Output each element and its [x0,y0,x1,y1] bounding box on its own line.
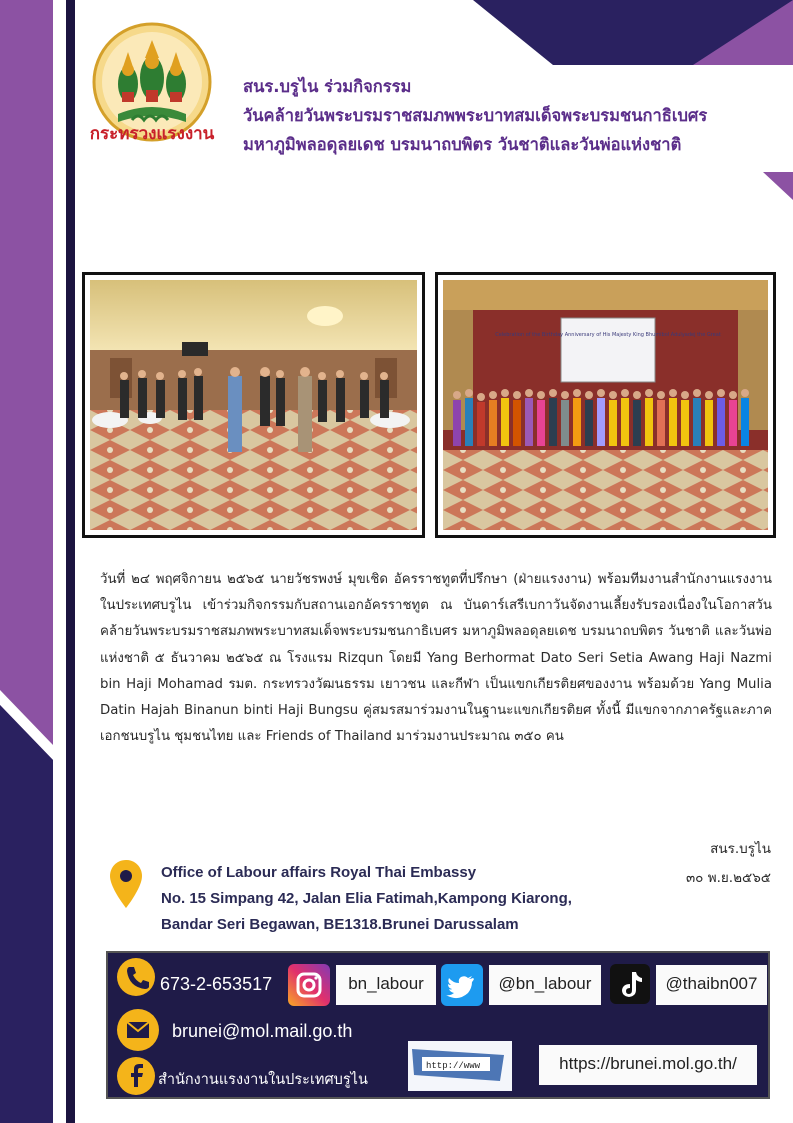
news-paragraph [100,567,772,750]
ministry-logo [88,22,216,170]
title-line-3: มหาภูมิพลอดุลยเดช บรมนาถบพิตร วันชาติและวันพ่อแห่งชาติ [243,135,682,154]
www-badge-text: http://www [426,1061,481,1071]
signature-org: สนร.บรูไน [710,841,771,857]
contact-panel [106,951,770,1099]
tiktok-handle[interactable]: @thaibn007 [656,965,767,1005]
instagram-handle[interactable]: bn_labour [336,965,436,1005]
page-title [243,72,788,159]
email-address[interactable]: brunei@mol.mail.go.th [172,1021,353,1041]
tiktok-icon[interactable] [610,964,650,1004]
body-paragraph: วันที่ ๒๔ พฤศจิกายน ๒๕๖๕ นายวัชรพงษ์ มุขเชิด อัครราชทูตที่ปรึกษา (ฝ่ายแรงงาน) พร้อมทีมงานสำนักงานแรงงานในประเทศบรูไน เข้าร่วมกิจกรรมกับสถานเอกอัครราชทูต ณ บันดาร์เสรีเบกาวันจัดงานเลี้ยงรับรองเนื่องในโอกาสวันคล้ายวันพระบรมราชสมภพพระบาทสมเด็จพระบรมชนกาธิเบศร มหาภูมิพลอดุลยเดช บรมนาถบพิตร วันชาติ และวันพ่อแห่งชาติ ๕ ธันวาคม ๒๕๖๕ ณ โรงแรม Rizqun โดยมี Yang Berhormat Dato Seri Setia Awang Haji Nazmi bin Haji Mohamad รมต. กระทรวงวัฒนธรรม เยาวชน และกีฬา เป็นแขกเกียรติยศของงาน พร้อมด้วย Yang Mulia Datin Hajah Binanun binti Haji Bungsu คู่สมรสมาร่วมงานในฐานะแขกเกียรติยศ ทั้งนี้ มีแขกจากภาครัฐและภาคเอกชนบรูไน ชุมชนไทย และ Friends of Thailand มาร่วมงานประมาณ ๓๕๐ คน [100,572,772,745]
location-pin-icon [108,858,144,910]
instagram-icon[interactable] [288,964,330,1006]
logo-caption: กระทรวงแรงงาน [89,124,215,144]
facebook-page-name[interactable]: สำนักงานแรงงานในประเทศบรูไน [158,1072,368,1088]
twitter-handle[interactable]: @bn_labour [489,965,601,1005]
ballroom-photo-image [90,280,417,530]
website-badge [408,1041,512,1091]
diagonal-stripe-decor [0,0,53,1123]
address-line-2: No. 15 Simpang 42, Jalan Elia Fatimah,Kampong Kiarong, [161,890,572,907]
left-decor-band [0,0,53,1123]
group-photo-image [443,280,768,530]
address-line-1: Office of Labour affairs Royal Thai Embassy [161,864,477,881]
office-address [161,860,591,938]
signature-date: ๓๐ พ.ย.๒๕๖๕ [685,870,771,886]
event-photo-group [435,272,776,538]
phone-icon [117,958,155,996]
address-line-3: Bandar Seri Begawan, BE1318.Brunei Darussalam [161,916,519,933]
signature-block [686,835,771,893]
event-photo-ballroom [82,272,425,538]
navy-vertical-bar [66,0,75,1123]
email-icon [117,1009,159,1051]
phone-number[interactable]: 673-2-653517 [160,974,273,994]
banner-text: Celebration of the Birthday Anniversary of His Majesty King Bhumibol Adulyadej the Great [495,332,721,338]
title-line-2: วันคล้ายวันพระบรมราชสมภพพระบาทสมเด็จพระบรมชนกาธิเบศร [243,106,708,125]
title-line-1: สนร.บรูไน ร่วมกิจกรรม [243,77,412,96]
website-url[interactable]: https://brunei.mol.go.th/ [539,1045,757,1085]
twitter-icon[interactable] [441,964,483,1006]
www-icon [408,1041,512,1091]
facebook-icon[interactable] [117,1057,155,1095]
